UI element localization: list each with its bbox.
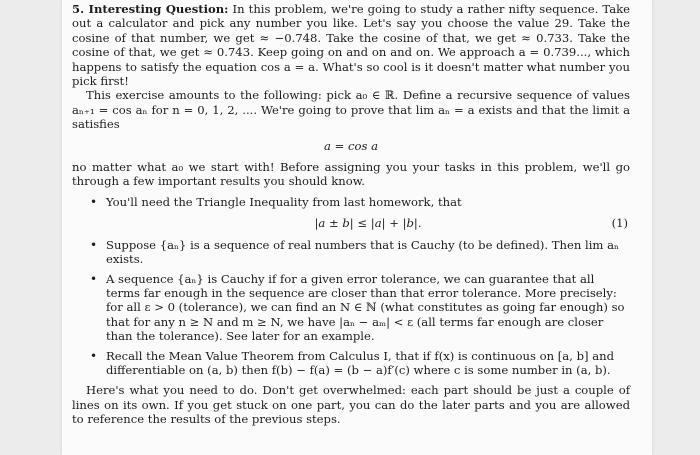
bullet-icon: • [90,194,98,209]
bullet-text: A sequence {aₙ} is Cauchy if for a given error tolerance, we can guarantee that all terms far enough in the sequence are closer than that error tolerance. More precisely: for all ε > 0 (tolerance), we can find an N ∈ ℕ (what constitutes as going far enough) so that for any n ≥ N and m ≥ N, we have |aₙ − aₘ| < ε (all terms far enough are closer than the tolerance). See later for an example. [106,271,625,344]
equation-number: (1) [611,216,628,231]
results-list [72,195,630,377]
definition-paragraph: This exercise amounts to the following: pick a₀ ∈ ℝ. Define a recursive sequence of values aₙ₊₁ = cos aₙ for n = 0, 1, 2, .... We're going to prove that lim aₙ = a exists and that the limit a satisfies [72,88,630,132]
fixed-point-equation: a = cos a [323,138,379,153]
intro-paragraph [72,2,630,88]
bullet-icon: • [90,237,98,252]
triangle-inequality-text: |a ± b| ≤ |a| + |b|. [314,216,422,231]
bullet-icon: • [90,348,98,363]
list-item [72,349,630,378]
instructions-paragraph: Here's what you need to do. Don't get overwhelmed: each part should be just a couple of lines on its own. If you get stuck on one part, you can do the later parts and you are allowed to reference the results of the previous steps. [72,383,630,427]
list-item [72,272,630,344]
list-item [72,195,630,231]
list-item [72,238,630,267]
bullet-icon: • [90,271,98,286]
results-intro-paragraph: no matter what a₀ we start with! Before assigning you your tasks in this problem, we'll go through a few important results you should know. [72,160,630,189]
bullet-text: Suppose {aₙ} is a sequence of real numbers that is Cauchy (to be defined). Then lim aₙ exists. [106,237,620,267]
triangle-inequality-equation [106,216,630,230]
problem-text [72,2,630,427]
bullet-text: Recall the Mean Value Theorem from Calculus I, that if f(x) is continuous on [a, b] and differentiable on (a, b) then f(b) − f(a) = (b − a)f′(c) where c is some number in (a, b). [106,348,614,377]
problem-heading: 5. Interesting Question: [72,2,229,16]
intro-text: In this problem, we're going to study a rather nifty sequence. Take out a calculator and pick any number you like. Let's say you choose the value 29. Take the cosine of that number, we get ≈ −0.748. Take the cosine of that, we get ≈ 0.733. Take the cosine of that, we get ≈ 0.743. Keep going on and on and on. We approach a = 0.739..., which happens to satisfy the equation cos a = a. What's so cool is it doesn't matter what number you pick first! [72,2,631,89]
bullet-text: You'll need the Triangle Inequality from last homework, that [106,194,462,209]
